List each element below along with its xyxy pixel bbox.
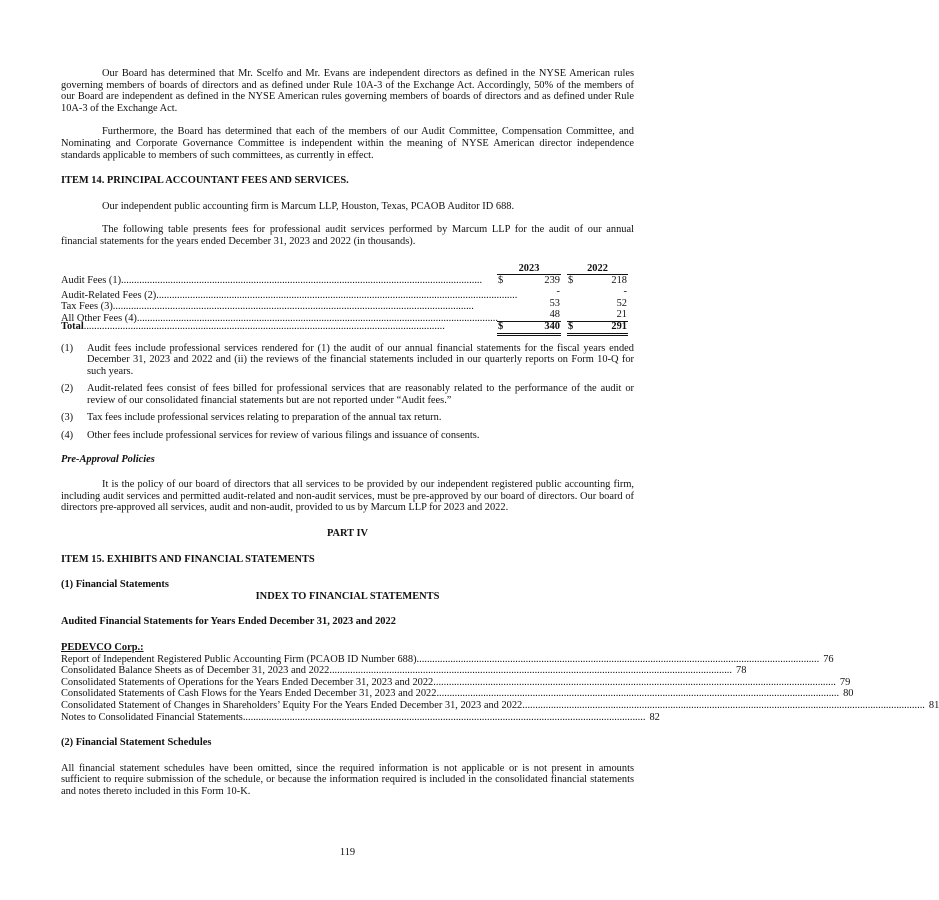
dollar-sign: $	[498, 320, 504, 332]
fees-value-2023: 53	[549, 297, 560, 309]
index-entry-label: Consolidated Balance Sheets as of December 31, 2023 and 2022	[61, 665, 330, 677]
page-number: 119	[339, 847, 356, 858]
fees-intro-paragraph: The following table presents fees for professional audit services performed by Marcum LLP for the audit of our annual financial statements for the years ended December 31, 2023 and 2022 (in thousands).	[61, 224, 634, 247]
fees-row-label: Total	[61, 320, 84, 332]
index-entry-page: 81	[928, 699, 939, 711]
index-entry: Notes to Consolidated Financial Statements........................................................................................................................................................... 82	[61, 711, 660, 723]
fees-row-label: Tax Fees (3)	[61, 301, 113, 313]
fees-row-label: All Other Fees (4)	[61, 312, 137, 324]
fees-value-2023: 340	[544, 320, 560, 332]
index-entry-page: 80	[843, 688, 854, 700]
fees-row-audit-related: Audit-Related Fees (2)........................................................................................................................................... - -	[61, 286, 627, 301]
schedules-subheading: (2) Financial Statement Schedules	[61, 737, 212, 749]
footnote-number: (2)	[61, 383, 74, 395]
fees-value-2022: 218	[611, 274, 627, 286]
index-entry-label: Consolidated Statement of Changes in Shareholders’ Equity For the Years Ended December 31, 2023 and 2022	[61, 699, 523, 711]
preapproval-heading: Pre-Approval Policies	[61, 453, 155, 465]
fees-value-2022: 291	[611, 320, 627, 332]
dollar-sign: $	[498, 274, 504, 286]
board-independence-paragraph: Our Board has determined that Mr. Scelfo and Mr. Evans are independent directors as defined in the NYSE American rules governing members of boards of directors and as defined under Rule 10A-3 of the Exchange Act. Accordingly, 50% of the members of our Board are independent as defined in the NYSE American rules governing members of boards of directors and as defined under Rule 10A-3 of the Exchange Act.	[61, 68, 634, 114]
item15-heading: ITEM 15. EXHIBITS AND FINANCIAL STATEMENTS	[61, 553, 315, 565]
item14-heading: ITEM 14. PRINCIPAL ACCOUNTANT FEES AND SERVICES.	[61, 175, 349, 187]
footnote-text: Audit fees include professional services rendered for (1) the audit of our annual financial statements for the fiscal years ended December 31, 2023 and 2022 and (ii) the reviews of the financial statements included in our quarterly reports on Form 10-Q for such years.	[87, 342, 634, 377]
year-header-2022: 2022	[567, 263, 628, 275]
footnote-number: (3)	[61, 412, 74, 424]
dollar-sign: $	[568, 320, 574, 332]
fees-table	[61, 263, 634, 333]
dollar-sign: $	[568, 274, 574, 286]
fees-value-2022: 21	[616, 309, 627, 321]
document-page	[61, 68, 939, 798]
committee-independence-paragraph: Furthermore, the Board has determined that each of the members of our Audit Committee, Compensation Committee, and Nominating and Corporate Governance Committee is independent within the meaning of NYSE American director independence standards applicable to members of such committees, as currently in effect.	[61, 126, 634, 161]
index-entry: Consolidated Statement of Changes in Shareholders’ Equity For the Years Ended December 31, 2023 and 2022........................................................................................................................................................... 81	[61, 699, 939, 711]
index-entry-page: 82	[649, 711, 660, 723]
financial-statements-index	[61, 653, 939, 724]
part-iv-heading: PART IV	[326, 528, 369, 540]
fees-row-audit: Audit Fees (1)........................................................................................................................................... $ 239 $ 218	[61, 274, 627, 286]
index-entry: Report of Independent Registered Public Accounting Firm (PCAOB ID Number 688)........................................................................................................................................................... 76	[61, 653, 834, 665]
footnote	[61, 383, 634, 406]
index-entry-page: 78	[736, 665, 747, 677]
footnote-text: Audit-related fees consist of fees billed for professional services that are reasonably related to the performance of the audit or review of our consolidated financial statements but are not reported under “Audit fees.”	[87, 383, 634, 406]
schedules-paragraph: All financial statement schedules have been omitted, since the required information is not applicable or is not present in amounts sufficient to require submission of the schedule, or because the information required is included in the consolidated financial statements and notes thereto included in this Form 10-K.	[61, 762, 634, 797]
index-entry-page: 76	[823, 653, 834, 665]
footnote	[61, 343, 634, 378]
fees-row-other: All Other Fees (4)........................................................................................................................................... 48 21	[61, 309, 627, 324]
index-entry-label: Consolidated Statements of Operations for the Years Ended December 31, 2023 and 2022	[61, 676, 434, 688]
index-entry-label: Report of Independent Registered Public Accounting Firm (PCAOB ID Number 688)	[61, 653, 417, 665]
index-entry-page: 79	[839, 676, 851, 688]
footnote-text: Tax fees include professional services relating to preparation of the annual tax return.	[87, 412, 442, 424]
index-entry: Consolidated Balance Sheets as of December 31, 2023 and 2022........................................................................................................................................................... 78	[61, 665, 747, 677]
footnote-text: Other fees include professional services for review of various filings and issuance of consents.	[87, 430, 480, 442]
footnote-number: (1)	[61, 342, 74, 354]
footnote	[61, 430, 634, 442]
index-entry-label: Notes to Consolidated Financial Statements	[61, 711, 243, 723]
index-entry: Consolidated Statements of Operations for the Years Ended December 31, 2023 and 2022........................................................................................................................................................... 79	[61, 676, 851, 688]
audited-statements-heading: Audited Financial Statements for Years Ended December 31, 2023 and 2022	[61, 616, 396, 628]
fees-row-total: Total........................................................................................................................................... $ 340 $ 291	[61, 321, 634, 333]
footnote	[61, 412, 634, 424]
year-header-2023: 2023	[497, 263, 561, 275]
index-entry-label: Consolidated Statements of Cash Flows for the Years Ended December 31, 2023 and 2022	[61, 688, 437, 700]
fees-value-2023: 48	[549, 309, 560, 321]
footnote-number: (4)	[61, 430, 74, 442]
index-title: INDEX TO FINANCIAL STATEMENTS	[255, 590, 440, 602]
index-entry: Consolidated Statements of Cash Flows for the Years Ended December 31, 2023 and 2022........................................................................................................................................................... 80	[61, 688, 854, 700]
fees-row-tax: Tax Fees (3)........................................................................................................................................... 53 52	[61, 297, 627, 313]
preapproval-paragraph: It is the policy of our board of directors that all services to be provided by our independent registered public accounting firm, including audit services and permitted audit-related and non-audit services, must be pre-approved by our board of directors. Our board of directors pre-approved all services, audit and non-audit, provided to us by Marcum LLP for 2023 and 2022.	[61, 479, 634, 514]
fees-value-2022: 52	[616, 297, 627, 309]
fees-row-label: Audit-Related Fees (2)	[61, 289, 157, 301]
fees-value-2023: -	[556, 286, 560, 298]
fees-row-label: Audit Fees (1)	[61, 274, 122, 286]
fees-value-2022: -	[623, 286, 627, 298]
fees-footnotes	[61, 343, 634, 442]
fees-table-header	[61, 263, 634, 275]
financial-statements-subheading: (1) Financial Statements	[61, 579, 169, 591]
fees-value-2023: 239	[544, 274, 560, 286]
accounting-firm-paragraph: Our independent public accounting firm is Marcum LLP, Houston, Texas, PCAOB Auditor ID 688.	[102, 200, 515, 212]
company-name: PEDEVCO Corp.:	[61, 642, 144, 653]
